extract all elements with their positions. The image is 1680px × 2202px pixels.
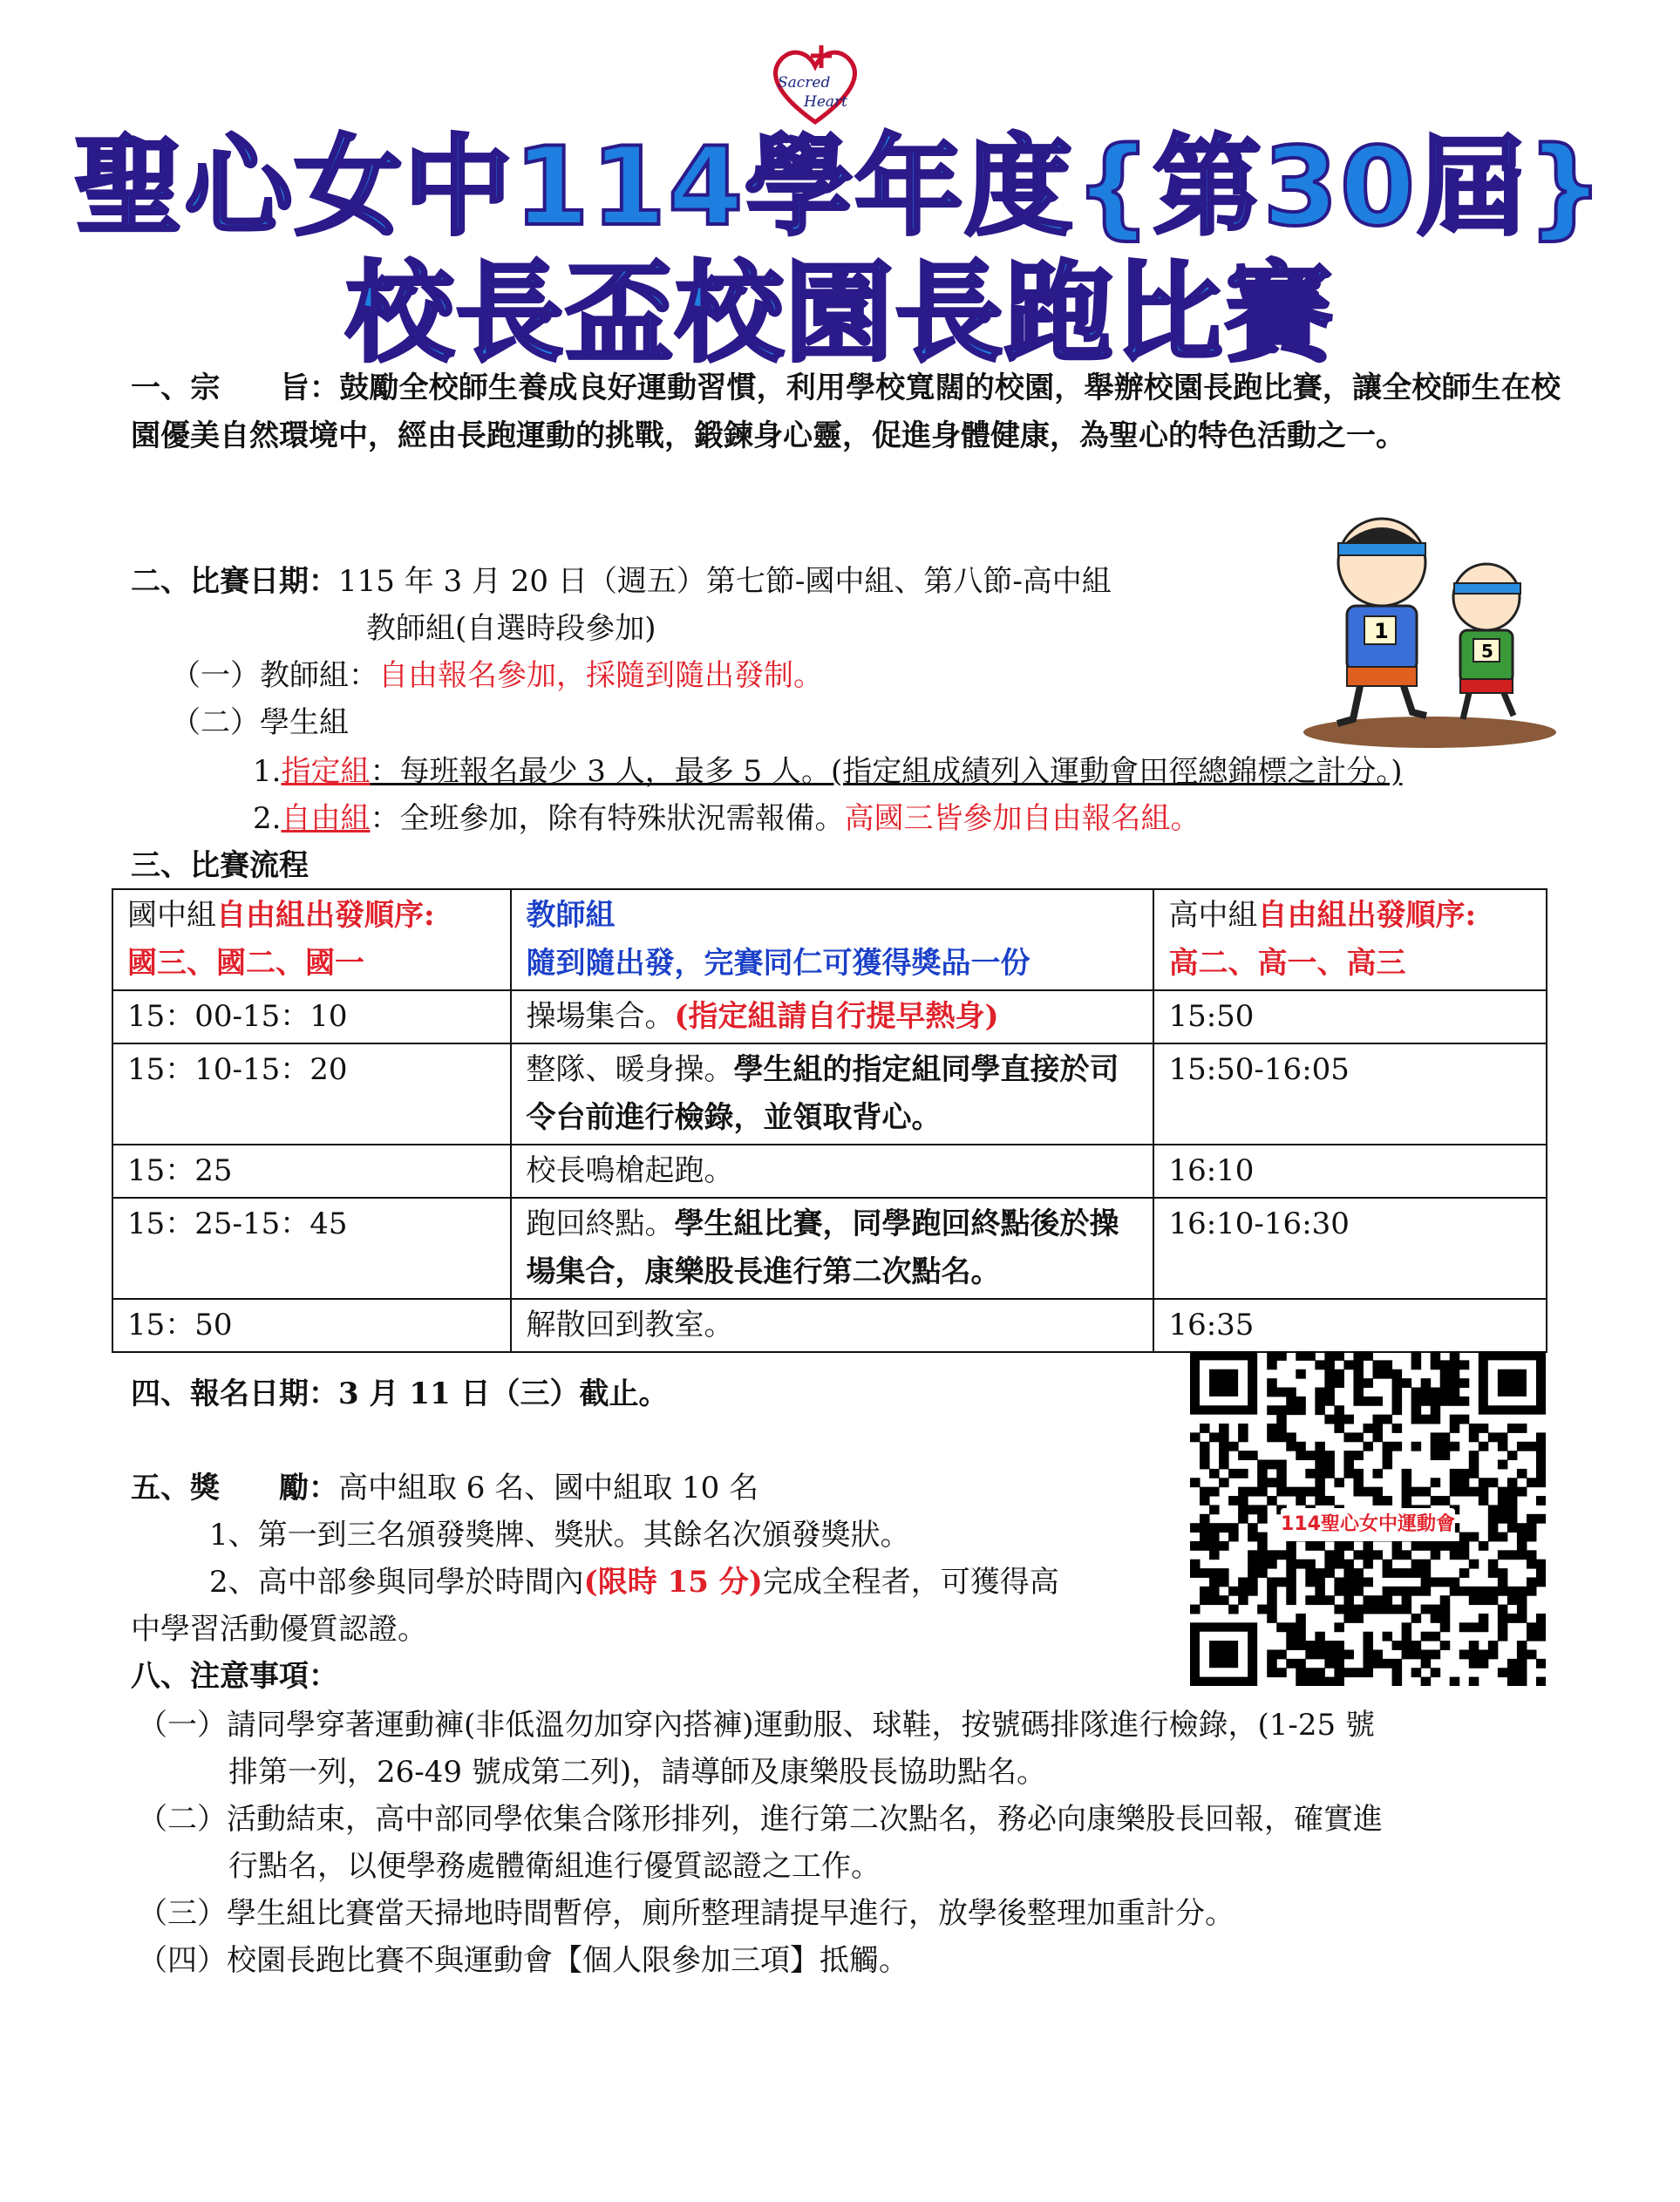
section-notes-label: 八、注意事項： (131, 1659, 338, 1694)
item2-text: ：全班參加，除有特殊狀況需報備。 (370, 801, 845, 836)
item2-num: 2. (253, 801, 282, 836)
table-row: 15：25-15：45 跑回終點。學生組比賽，同學跑回終點後於操場集合，康樂股長進行第二次點名。 16:10-16:30 (112, 1198, 1547, 1299)
note-3: （三）學生組比賽當天掃地時間暫停，廁所整理請提早進行，放學後整理加重計分。 (138, 1896, 1234, 1931)
qr-code[interactable] (1190, 1351, 1546, 1686)
teacher-group-text: 自由報名參加，採隨到隨出發制。 (378, 658, 823, 693)
table-header-row (112, 889, 1547, 990)
header-junior: 國中組自由組出發順序: 國三、國二、國一 (112, 889, 511, 990)
section-awards (131, 1465, 758, 1512)
date-text: 115 年 3 月 20 日（週五）第七節-國中組、第八節-高中組 (338, 564, 1112, 599)
student-group-label: （二）學生組 (171, 705, 349, 740)
section-date (131, 558, 1112, 606)
awards-item-2-cont: 中學習活動優質認證。 (131, 1612, 427, 1647)
schedule-table (112, 888, 1547, 1353)
purpose-text: 鼓勵全校師生養成良好運動習慣，利用學校寬闊的校園，舉辦校園長跑比賽，讓全校師生在校園優美自然環境中，經由長跑運動的挑戰，鍛鍊身心靈，促進身體健康，為聖心的特色活動之一。 (131, 370, 1561, 453)
section-flow-label: 三、比賽流程 (131, 848, 309, 883)
note-2: （二）活動結束，高中部同學依集合隊形排列，進行第二次點名，務必向康樂股長回報，確實進 (138, 1802, 1383, 1837)
item2-red: 高國三皆參加自由報名組。 (844, 801, 1200, 836)
teacher-line: 教師組(自選時段參加) (366, 611, 656, 646)
bib-2: 5 (1481, 641, 1493, 662)
purpose-label: 一、宗 旨： (131, 370, 340, 405)
bib-1: 1 (1374, 619, 1389, 643)
awards-label: 五、獎 勵： (131, 1471, 338, 1505)
teacher-group (171, 652, 823, 700)
title-line-2: 校長盃校園長跑比賽 (345, 251, 1335, 377)
teacher-group-label: （一）教師組： (171, 658, 378, 693)
section-registration: 四、報名日期：3 月 11 日（三）截止。 (131, 1376, 669, 1411)
table-row: 15：10-15：20 整隊、暖身操。學生組的指定組同學直接於司令台前進行檢錄，並領取背心。 15:50-16:05 (112, 1043, 1547, 1145)
note-1: （一）請同學穿著運動褲(非低溫勿加穿內搭褲)運動服、球鞋，按號碼排隊進行檢錄，(1-25 號 (138, 1708, 1375, 1743)
student-item-2 (253, 795, 1200, 843)
header-teacher: 教師組 隨到隨出發，完賽同仁可獲得獎品一份 (511, 889, 1153, 990)
table-row: 15：00-15：10 操場集合。(指定組請自行提早熱身) 15:50 (112, 990, 1547, 1043)
runners-illustration (1299, 510, 1561, 750)
item1-name: 指定組 (281, 754, 371, 789)
date-label: 二、比賽日期： (131, 564, 338, 599)
item1-text: ：每班報名最少 3 人，最多 5 人。(指定組成績列入運動會田徑總錦標之計分。) (370, 754, 1403, 789)
awards-item-1: 1、第一到三名頒發獎牌、獎狀。其餘名次頒發獎狀。 (209, 1518, 910, 1553)
svg-text:Heart: Heart (804, 93, 847, 111)
note-1-cont: 排第一列，26-49 號成第二列)，請導師及康樂股長協助點名。 (228, 1755, 1047, 1790)
student-item-1 (253, 748, 1402, 796)
section-purpose (131, 364, 1561, 460)
awards-summary: 高中組取 6 名、國中組取 10 名 (338, 1471, 759, 1505)
header-senior: 高中組自由組出發順序: 高二、高一、高三 (1153, 889, 1547, 990)
note-4: （四）校園長跑比賽不與運動會【個人限參加三項】抵觸。 (138, 1943, 908, 1978)
qr-label: 114聖心女中運動會 (1281, 1508, 1455, 1541)
school-logo (758, 42, 872, 129)
table-row: 15：25 校長鳴槍起跑。 16:10 (112, 1145, 1547, 1198)
item2-name: 自由組 (281, 801, 371, 836)
item1-num: 1. (253, 754, 282, 789)
awards-item-2: 2、高中部參與同學於時間內(限時 15 分)完成全程者，可獲得高 (209, 1565, 1059, 1600)
svg-text:Sacred: Sacred (778, 74, 831, 92)
note-2-cont: 行點名，以便學務處體衛組進行優質認證之工作。 (228, 1849, 881, 1884)
title-line-1: 聖心女中114學年度{第30屆} (74, 125, 1606, 250)
table-row: 15：50 解散回到教室。 16:35 (112, 1299, 1547, 1352)
